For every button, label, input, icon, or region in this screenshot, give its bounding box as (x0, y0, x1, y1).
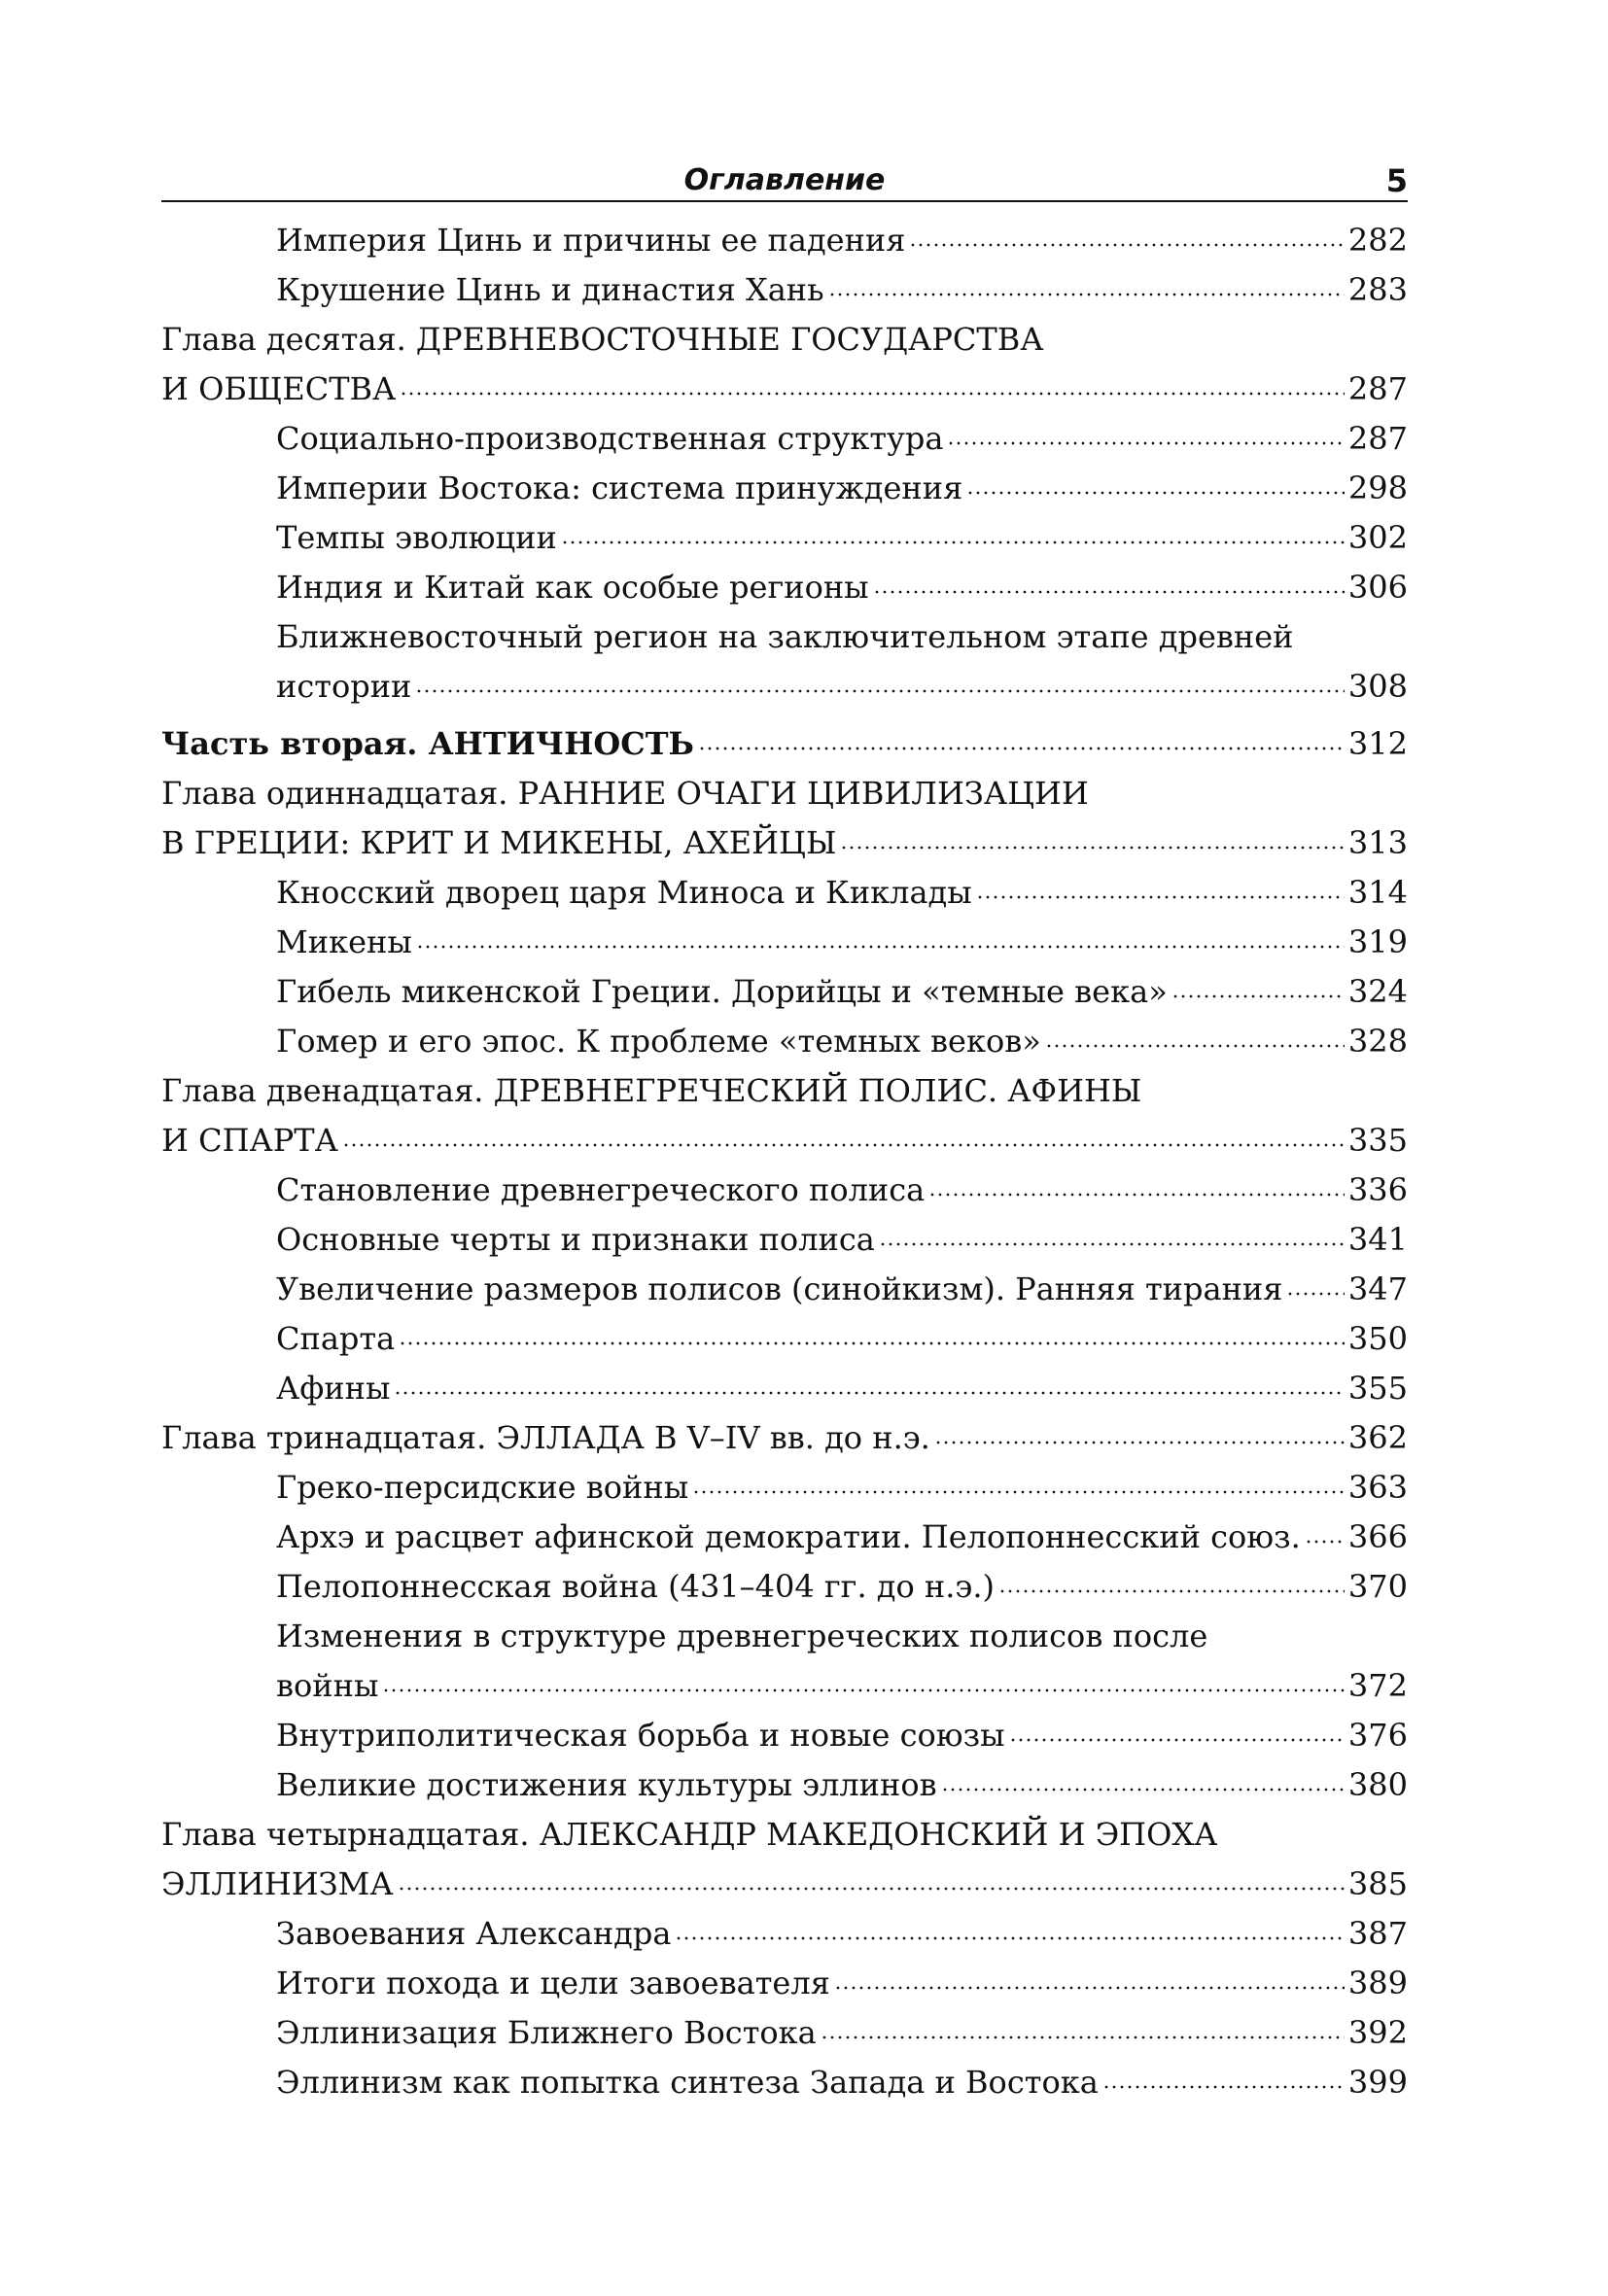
dot-leader (928, 1193, 1345, 1197)
toc-page-number: 319 (1347, 923, 1408, 960)
toc-entry-title: Империи Востока: система принуждения (276, 470, 963, 506)
toc-entry-title: Индия и Китай как особые регионы (276, 569, 869, 606)
toc-entry-row (276, 1463, 1408, 1513)
toc-chapter-entry (161, 1810, 1408, 1909)
toc-entry-row (161, 365, 1408, 414)
toc-entry-row (276, 868, 1408, 918)
dot-leader (934, 1441, 1345, 1444)
toc-page-number: 399 (1347, 2064, 1408, 2101)
toc-entry-line: Глава четырнадцатая. АЛЕКСАНДР МАКЕДОНСКИЙ И ЭПОХА (161, 1816, 1218, 1853)
dot-leader (840, 846, 1344, 850)
toc-entry-title: Великие достижения культуры эллинов (276, 1766, 937, 1803)
toc-entry-title: Гомер и его эпос. К проблеме «темных веков» (276, 1023, 1041, 1060)
dot-leader (1102, 2085, 1345, 2089)
toc-page-number: 324 (1347, 973, 1408, 1010)
toc-section-entry (161, 967, 1408, 1017)
toc-section-entry (161, 513, 1408, 563)
toc-chapter-entry (161, 769, 1408, 868)
toc-page-number: 363 (1347, 1469, 1408, 1506)
toc-entry-line: Глава десятая. ДРЕВНЕВОСТОЧНЫЕ ГОСУДАРСТВА (161, 321, 1044, 358)
toc-entry-title: Архэ и расцвет афинской демократии. Пелопоннесский союз. (276, 1518, 1301, 1555)
toc-entry-row (276, 967, 1408, 1017)
dot-leader (879, 1242, 1345, 1246)
dot-leader (1286, 1292, 1345, 1296)
dot-leader (416, 945, 1345, 949)
toc-entry-row (276, 1165, 1408, 1215)
toc-entry-line: Глава двенадцатая. ДРЕВНЕГРЕЧЕСКИЙ ПОЛИС. АФИНЫ (161, 1072, 1142, 1109)
toc-section-entry (161, 2058, 1408, 2107)
toc-entry-title: Основные черты и признаки полиса (276, 1221, 875, 1258)
toc-entry-title: Часть вторая. АНТИЧНОСТЬ (161, 725, 694, 762)
page (161, 161, 1408, 2107)
toc-section-entry (161, 1215, 1408, 1265)
toc-page-number: 314 (1347, 874, 1408, 911)
toc-page-number: 385 (1347, 1865, 1408, 1902)
toc-entry-line: Ближневосточный регион на заключительном этапе древней (276, 618, 1294, 655)
toc-entry-line: Глава одиннадцатая. РАННИЕ ОЧАГИ ЦИВИЛИЗАЦИИ (161, 775, 1089, 812)
toc-entry-row (276, 1314, 1408, 1364)
dot-leader (692, 1490, 1345, 1494)
toc-entry-row (276, 464, 1408, 513)
toc-entry-row (276, 1364, 1408, 1413)
toc-section-entry (161, 1562, 1408, 1612)
toc-page-number: 347 (1347, 1270, 1408, 1307)
running-title: Оглавление (683, 163, 886, 197)
toc-entry-row (161, 719, 1408, 769)
toc-page-number: 313 (1347, 824, 1408, 861)
dot-leader (1171, 994, 1345, 998)
toc-entry-title: Кносский дворец царя Миноса и Киклады (276, 874, 972, 911)
toc-page-number: 336 (1347, 1171, 1408, 1208)
dot-leader (966, 491, 1345, 495)
toc-section-entry (161, 216, 1408, 265)
toc-entry-row (276, 1215, 1408, 1265)
toc-page-number: 370 (1347, 1568, 1408, 1605)
dot-leader (382, 1688, 1345, 1692)
toc-entry-row (276, 1959, 1408, 2008)
toc-section-entry (161, 414, 1408, 464)
toc-page-number: 287 (1347, 370, 1408, 407)
toc-section-entry (161, 1463, 1408, 1513)
toc-page-number: 355 (1347, 1370, 1408, 1407)
toc-section-entry (161, 612, 1408, 712)
toc-page-number: 362 (1347, 1419, 1408, 1456)
toc-page-number: 312 (1347, 725, 1408, 762)
toc-section-entry (161, 1017, 1408, 1066)
dot-leader (821, 2035, 1345, 2039)
toc-entry-row (276, 513, 1408, 563)
toc-page-number: 366 (1347, 1518, 1408, 1555)
dot-leader (976, 895, 1345, 899)
toc-entry-row (276, 1017, 1408, 1066)
toc-entry-row (276, 563, 1408, 612)
dot-leader (1305, 1540, 1345, 1544)
toc-section-entry (161, 265, 1408, 315)
dot-leader (873, 590, 1345, 594)
toc-entry-title: Темпы эволюции (276, 519, 557, 556)
toc-entry-title: И ОБЩЕСТВА (161, 370, 397, 407)
dot-leader (909, 243, 1345, 247)
toc-entry-row (161, 1116, 1408, 1165)
toc-entry-title: ЭЛЛИНИЗМА (161, 1865, 394, 1902)
toc-page-number: 302 (1347, 519, 1408, 556)
toc-entry-title: Становление древнегреческого полиса (276, 1171, 926, 1208)
toc-page-number: 308 (1347, 668, 1408, 705)
toc-entry-title: Социально-производственная структура (276, 420, 944, 457)
toc-section-entry (161, 563, 1408, 612)
toc-section-entry (161, 1314, 1408, 1364)
toc-page-number: 335 (1347, 1122, 1408, 1159)
toc-entry-row (276, 1909, 1408, 1959)
dot-leader (415, 689, 1345, 693)
toc-entry-title: Итоги похода и цели завоевателя (276, 1965, 830, 2001)
toc-entry-title: Греко-персидские войны (276, 1469, 689, 1506)
toc-page-number: 380 (1347, 1766, 1408, 1803)
toc-entry-title: Эллинизация Ближнего Востока (276, 2014, 817, 2051)
toc-entry-row (276, 1513, 1408, 1562)
running-header (161, 161, 1408, 202)
toc-entry-row (276, 918, 1408, 967)
toc-page-number: 328 (1347, 1023, 1408, 1060)
page-number: 5 (1385, 162, 1408, 199)
toc-section-entry (161, 1265, 1408, 1314)
toc-entry-title: истории (276, 668, 412, 705)
toc-page-number: 387 (1347, 1915, 1408, 1952)
toc-entry-row (276, 1265, 1408, 1314)
toc-entry-title: Эллинизм как попытка синтеза Запада и Востока (276, 2064, 1099, 2101)
toc-section-entry (161, 1364, 1408, 1413)
dot-leader (834, 1986, 1345, 1990)
dot-leader (399, 1341, 1345, 1345)
toc-page-number: 283 (1347, 271, 1408, 308)
toc-section-entry (161, 2008, 1408, 2058)
toc-entry-row (161, 818, 1408, 868)
toc-chapter-entry (161, 315, 1408, 414)
toc-section-entry (161, 1612, 1408, 1711)
toc-page-number: 341 (1347, 1221, 1408, 1258)
dot-leader (1045, 1044, 1345, 1048)
toc-section-entry (161, 1165, 1408, 1215)
toc-entry-row (276, 1711, 1408, 1760)
toc-entry-title: Гибель микенской Греции. Дорийцы и «темные века» (276, 973, 1168, 1010)
dot-leader (998, 1589, 1345, 1593)
toc-entry-row (276, 216, 1408, 265)
toc-entry-row (276, 1562, 1408, 1612)
dot-leader (561, 540, 1345, 544)
toc-entry-title: Пелопоннесская война (431–404 гг. до н.э.) (276, 1568, 995, 1605)
table-of-contents (161, 216, 1408, 2107)
dot-leader (828, 293, 1345, 296)
toc-page-number: 287 (1347, 420, 1408, 457)
toc-entry-title: Микены (276, 923, 412, 960)
toc-page-number: 282 (1347, 222, 1408, 259)
toc-page-number: 376 (1347, 1717, 1408, 1754)
toc-page-number: 392 (1347, 2014, 1408, 2051)
dot-leader (698, 747, 1345, 750)
toc-entry-row (276, 662, 1408, 712)
toc-entry-row (276, 2008, 1408, 2058)
toc-entry-title: Империя Цинь и причины ее падения (276, 222, 906, 259)
toc-entry-title: войны (276, 1667, 379, 1704)
dot-leader (941, 1788, 1345, 1792)
toc-entry-row (161, 1413, 1408, 1463)
dot-leader (394, 1391, 1345, 1395)
dot-leader (1009, 1738, 1345, 1742)
dot-leader (675, 1936, 1344, 1940)
toc-entry-row (276, 2058, 1408, 2107)
toc-entry-title: Внутриполитическая борьба и новые союзы (276, 1717, 1005, 1754)
toc-section-entry (161, 1760, 1408, 1810)
toc-page-number: 372 (1347, 1667, 1408, 1704)
toc-entry-title: Глава тринадцатая. ЭЛЛАДА В V–IV вв. до н.э. (161, 1419, 930, 1456)
dot-leader (398, 1887, 1345, 1891)
toc-entry-row (161, 1860, 1408, 1909)
toc-chapter-entry (161, 1066, 1408, 1165)
toc-entry-line: Изменения в структуре древнегреческих полисов после (276, 1618, 1208, 1654)
toc-section-entry (161, 1513, 1408, 1562)
toc-entry-title: В ГРЕЦИИ: КРИТ И МИКЕНЫ, АХЕЙЦЫ (161, 824, 837, 861)
toc-page-number: 350 (1347, 1320, 1408, 1357)
toc-section-entry (161, 464, 1408, 513)
toc-section-entry (161, 918, 1408, 967)
dot-leader (400, 392, 1345, 396)
toc-entry-title: Крушение Цинь и династия Хань (276, 271, 824, 308)
toc-section-entry (161, 868, 1408, 918)
toc-entry-row (276, 265, 1408, 315)
toc-chapter-entry (161, 1413, 1408, 1463)
toc-page-number: 389 (1347, 1965, 1408, 2001)
toc-entry-row (276, 1661, 1408, 1711)
toc-part-entry (161, 719, 1408, 769)
toc-section-entry (161, 1711, 1408, 1760)
toc-section-entry (161, 1909, 1408, 1959)
toc-entry-title: Завоевания Александра (276, 1915, 672, 1952)
toc-entry-row (276, 1760, 1408, 1810)
toc-page-number: 306 (1347, 569, 1408, 606)
toc-entry-title: И СПАРТА (161, 1122, 338, 1159)
toc-entry-title: Спарта (276, 1320, 396, 1357)
toc-section-entry (161, 1959, 1408, 2008)
dot-leader (342, 1143, 1345, 1147)
toc-page-number: 298 (1347, 470, 1408, 506)
dot-leader (947, 441, 1344, 445)
toc-entry-row (276, 414, 1408, 464)
toc-entry-title: Афины (276, 1370, 391, 1407)
toc-entry-title: Увеличение размеров полисов (синойкизм). Ранняя тирания (276, 1270, 1283, 1307)
